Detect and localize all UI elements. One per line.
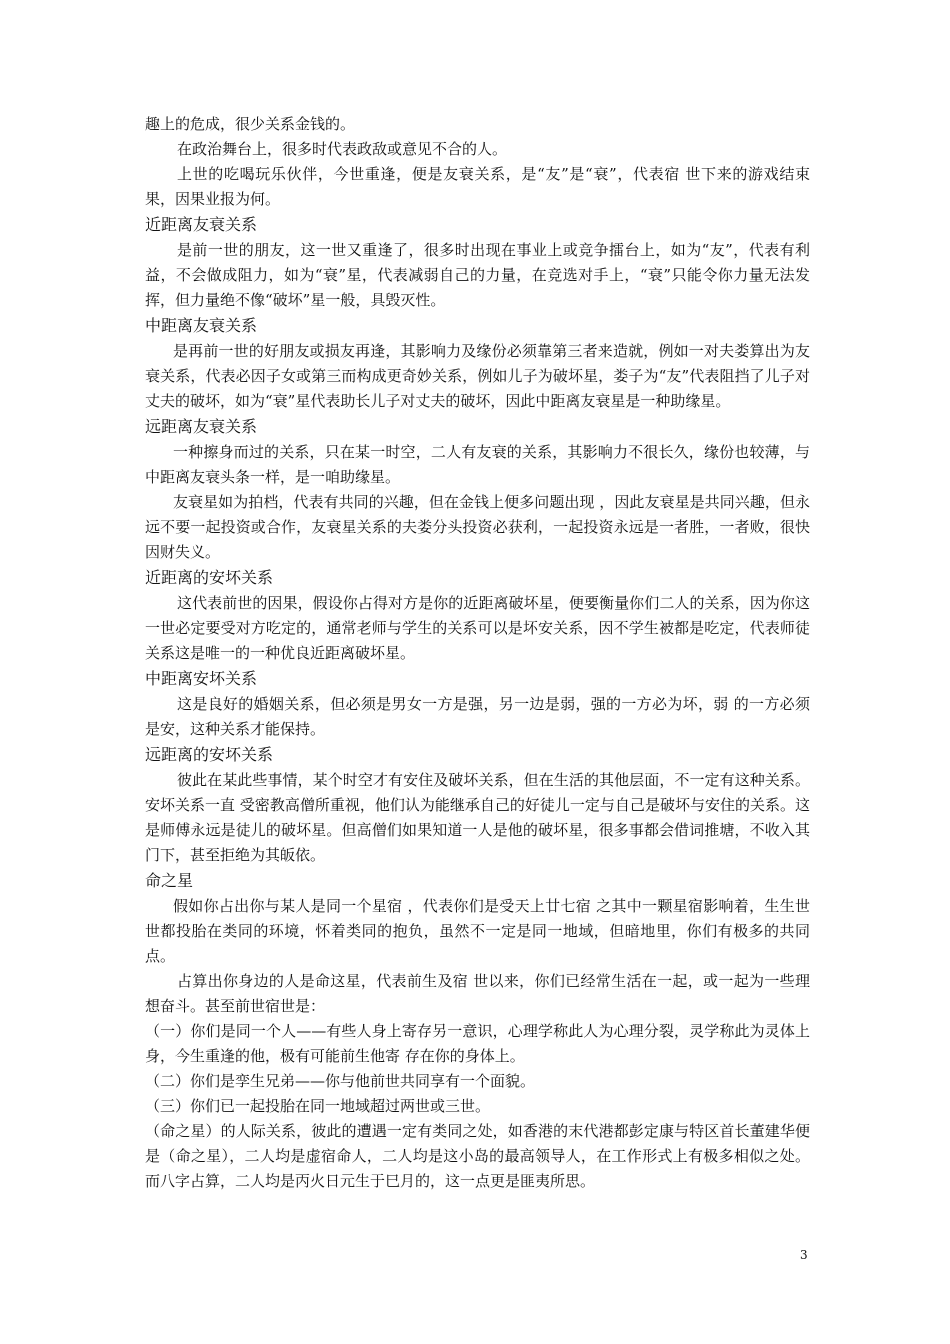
section-heading: 近距离友衰关系: [145, 215, 258, 234]
section-heading: 中距离安坏关系: [145, 669, 258, 688]
paragraph: 友衰星如为拍档，代表有共同的兴趣，但在金钱上便多问题出现 ，因此友衰星是共同兴趣，但永远不要一起投资或合作，友衰星关系的夫娄分头投资必获利，一起投资永远是一者胜，一者败，很快因财失义。: [145, 493, 810, 561]
paragraph: （一）你们是同一个人——有些人身上寄存另一意识，心理学称此人为心理分裂，灵学称此为灵体上身，今生重逢的他，极有可能前生他寄 存在你的身体上。: [145, 1022, 810, 1065]
section-heading: 远距离友衰关系: [145, 417, 258, 436]
section-heading: 近距离的安坏关系: [145, 568, 274, 587]
paragraph: 在政治舞台上，很多时代表政敌或意见不合的人。: [177, 140, 508, 158]
document-body: [145, 112, 810, 1194]
paragraph: （三）你们已一起投胎在同一地域超过两世或三世。: [145, 1097, 491, 1115]
section-heading: 命之星: [145, 871, 194, 890]
paragraph: 这代表前世的因果，假设你占得对方是你的近距离破坏星，便要衡量你们二人的关系，因为你这一世必定要受对方吃定的，通常老师与学生的关系可以是坏安关系，因不学生被都是吃定，代表师徒关系这是唯一的一种优良近距离破坏星。: [145, 594, 810, 662]
section-heading: 远距离的安坏关系: [145, 745, 274, 764]
paragraph: 上世的吃喝玩乐伙伴，今世重逢，便是友衰关系，是“友”是“衰”，代表宿 世下来的游戏结束果，因果业报为何。: [145, 165, 810, 208]
paragraph: 是再前一世的好朋友或损友再逢，其影响力及缘份必须靠第三者来造就，例如一对夫娄算出为友衰关系，代表必因子女或第三而构成更奇妙关系，例如儿子为破坏星，娄子为“友”代表阻挡了儿子对丈夫的破坏，如为“衰”星代表助长儿子对丈夫的破坏，因此中距离友衰星是一种助缘星。: [145, 342, 810, 410]
paragraph: （二）你们是孪生兄弟——你与他前世共同享有一个面貌。: [145, 1072, 536, 1090]
paragraph: 趣上的危成，很少关系金钱的。: [145, 115, 356, 133]
paragraph: 是前一世的朋友，这一世又重逢了，很多时出现在事业上或竞争擂台上，如为“友”，代表有利益，不会做成阻力，如为“衰”星，代表减弱自己的力量，在竞选对手上，“衰”只能令你力量无法发挥，但力量绝不像“破坏”星一般，具毁灭性。: [145, 241, 810, 309]
paragraph: 这是良好的婚姻关系，但必须是男女一方是强，另一边是弱，强的一方必为坏，弱 的一方必须是安，这种关系才能保持。: [145, 695, 810, 738]
paragraph: 占算出你身边的人是命这星，代表前生及宿 世以来，你们已经常生活在一起，或一起为一些理想奋斗。甚至前世宿世是：: [145, 972, 810, 1015]
page-number: 3: [800, 1248, 808, 1262]
paragraph: 彼此在某此些事情，某个时空才有安住及破坏关系，但在生活的其他层面，不一定有这种关系。安坏关系一直 受密教高僧所重视，他们认为能继承自己的好徒儿一定与自己是破坏与安住的关系。这是师傅永远是徒儿的破坏星。但高僧们如果知道一人是他的破坏星，很多事都会借词推塘，不收入其门下，甚至拒绝为其皈依。: [145, 771, 810, 864]
section-heading: 中距离友衰关系: [145, 316, 258, 335]
paragraph: （命之星）的人际关系，彼此的遭遇一定有类同之处，如香港的末代港都彭定康与特区首长董建华便是（命之星），二人均是虚宿命人，二人均是这小岛的最高领导人，在工作形式上有极多相似之处。而八字占算，二人均是丙火日元生于巳月的，这一点更是匪夷所思。: [145, 1122, 810, 1190]
paragraph: 假如你占出你与某人是同一个星宿 ，代表你们是受天上廿七宿 之其中一颗星宿影响着，生生世世都投胎在类同的环境，怀着类同的抱负，虽然不一定是同一地域，但暗地里，你们有极多的共同点。: [145, 897, 810, 965]
paragraph: 一种擦身而过的关系，只在某一时空，二人有友衰的关系，其影响力不很长久，缘份也较薄，与中距离友衰头条一样，是一咱助缘星。: [145, 443, 810, 486]
